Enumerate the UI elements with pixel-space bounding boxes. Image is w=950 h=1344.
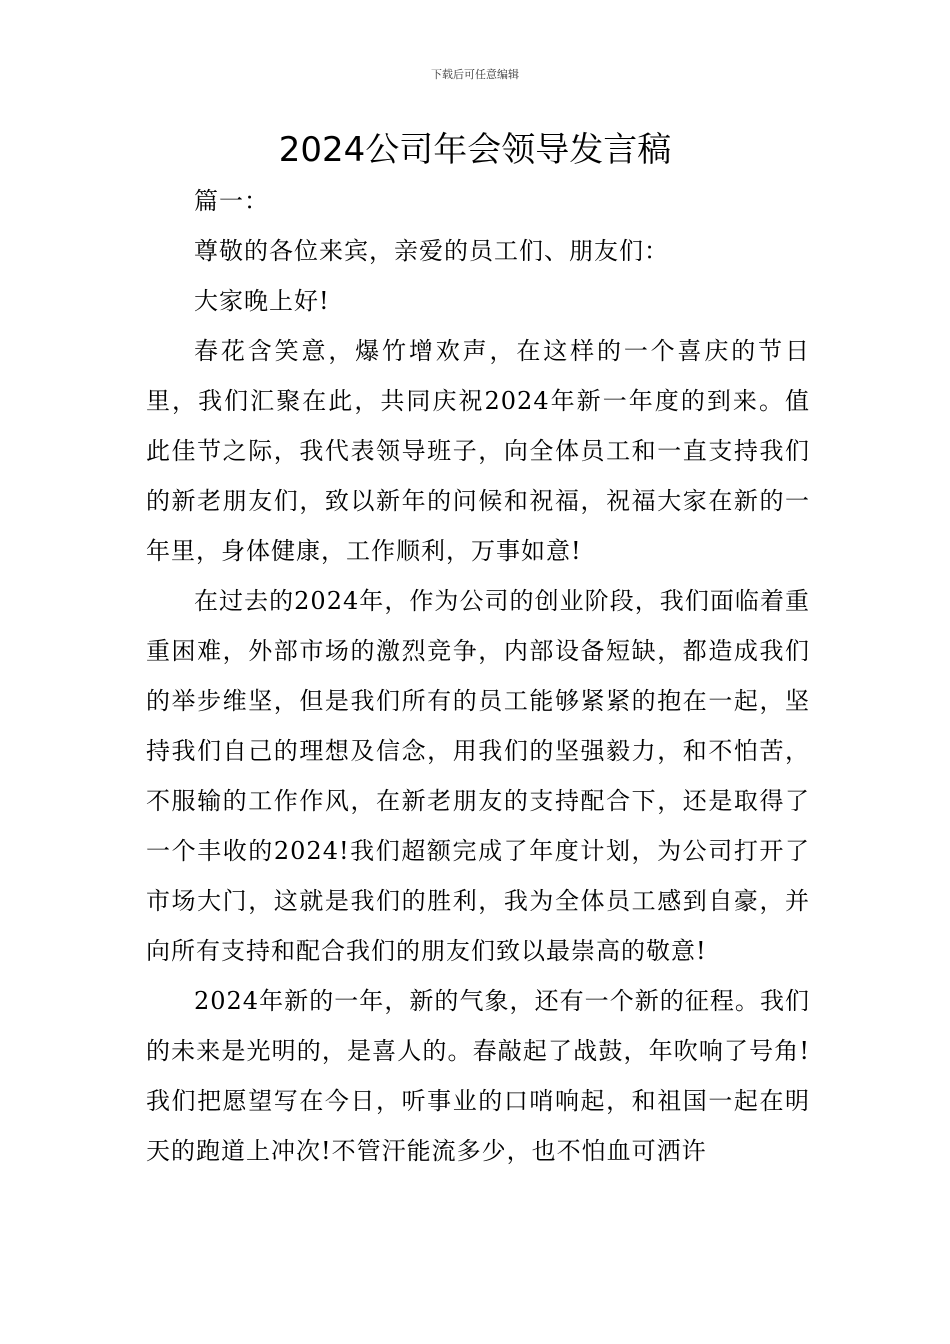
paragraph-past-year-review: 在过去的2024年，作为公司的创业阶段，我们面临着重重困难，外部市场的激烈竞争，内部设备短缺，都造成我们的举步维坚，但是我们所有的员工能够紧紧的抱在一起，坚持我们自己的理想及信念，用我们的坚强毅力，和不怕苦，不服输的工作作风，在新老朋友的支持配合下，还是取得了一个丰收的2024!我们超额完成了年度计划，为公司打开了市场大门，这就是我们的胜利，我为全体员工感到自豪，并向所有支持和配合我们的朋友们致以最崇高的敬意! bbox=[146, 587, 810, 965]
paragraph-new-year-outlook: 2024年新的一年，新的气象，还有一个新的征程。我们的未来是光明的，是喜人的。春敲起了战鼓，年吹响了号角!我们把愿望写在今日，听事业的口哨响起，和祖国一起在明天的跑道上冲次!不管汗能流多少，也不怕血可洒许 bbox=[146, 987, 810, 1165]
paragraph-greeting: 大家晚上好! bbox=[194, 287, 330, 315]
page-header-note: 下载后可任意编辑 bbox=[431, 68, 519, 81]
document-title: 2024公司年会领导发言稿 bbox=[278, 130, 672, 170]
paragraph-new-year-wishes: 春花含笑意，爆竹增欢声，在这样的一个喜庆的节日里，我们汇聚在此，共同庆祝2024年新一年度的到来。值此佳节之际，我代表领导班子，向全体员工和一直支持我们的新老朋友们，致以新年的问候和祝福，祝福大家在新的一年里，身体健康，工作顺利，万事如意! bbox=[146, 337, 810, 565]
paragraph-section-label: 篇一： bbox=[194, 187, 269, 215]
document-body bbox=[146, 176, 810, 1176]
paragraph-salutation: 尊敬的各位来宾，亲爱的员工们、朋友们： bbox=[194, 237, 669, 265]
